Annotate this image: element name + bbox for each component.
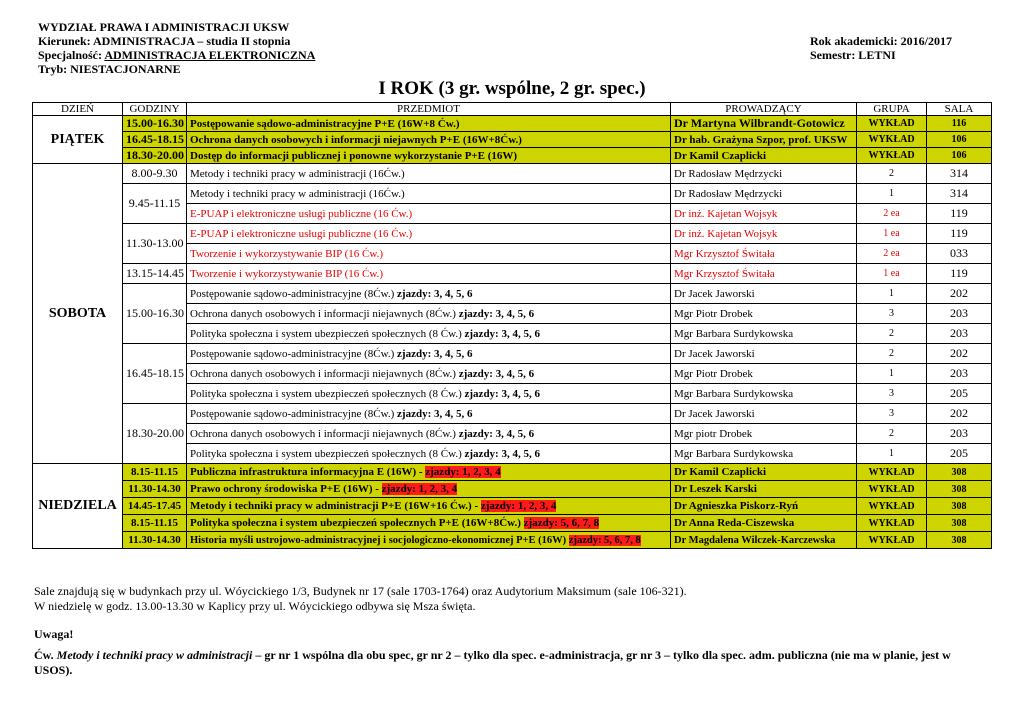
- room-cell: 116: [927, 116, 992, 132]
- room-cell: 308: [927, 532, 992, 549]
- zjazdy-highlight: zjazdy: 1, 2, 3, 4: [381, 483, 458, 495]
- day-saturday: SOBOTA: [33, 164, 123, 464]
- teacher-cell: Dr Jacek Jaworski: [671, 404, 857, 424]
- faculty-name: WYDZIAŁ PRAWA I ADMINISTRACJI UKSW: [38, 20, 290, 34]
- column-header-hours: GODZINY: [123, 103, 187, 116]
- column-header-teacher: PROWADZĄCY: [671, 103, 857, 116]
- exercise-groups-info: – gr nr 1 wspólna dla obu spec, gr nr 2 – tylko dla spec. e-administracja, gr nr 3 – tylko dla spec. adm. publiczna (nie ma w planie, jest w USOS).: [34, 648, 951, 677]
- room-cell: 205: [927, 384, 992, 404]
- group-cell: 2: [857, 424, 927, 444]
- zjazdy-label: zjazdy: 3, 4, 5, 6: [464, 387, 540, 400]
- field-of-study: Kierunek: ADMINISTRACJA – studia II stopnia: [38, 34, 291, 48]
- hours-cell: 15.00-16.30: [123, 116, 187, 132]
- hours-cell: 14.45-17.45: [123, 498, 187, 515]
- hours-cell: 11.30-13.00: [123, 224, 187, 264]
- group-cell: WYKŁAD: [857, 132, 927, 148]
- academic-year: Rok akademicki: 2016/2017: [810, 34, 953, 48]
- subject-cell: E-PUAP i elektroniczne usługi publiczne (16 Ćw.): [187, 204, 671, 224]
- room-cell: 203: [927, 304, 992, 324]
- hours-cell: 13.15-14.45: [123, 264, 187, 284]
- group-cell: 2 ea: [857, 204, 927, 224]
- subject-cell: Polityka społeczna i system ubezpieczeń społecznych (8 Ćw.) zjazdy: 3, 4, 5, 6: [187, 444, 671, 464]
- teacher-cell: Dr inż. Kajetan Wojsyk: [671, 224, 857, 244]
- room-cell: 202: [927, 404, 992, 424]
- teacher-cell: Dr inż. Kajetan Wojsyk: [671, 204, 857, 224]
- group-cell: 2: [857, 324, 927, 344]
- semester: Semestr: LETNI: [810, 48, 896, 62]
- teacher-cell: Dr hab. Grażyna Szpor, prof. UKSW: [671, 132, 857, 148]
- hours-cell: 9.45-11.15: [123, 184, 187, 224]
- group-cell: WYKŁAD: [857, 515, 927, 532]
- zjazdy-label: zjazdy: 3, 4, 5, 6: [397, 347, 473, 360]
- teacher-cell: Mgr Krzysztof Świtała: [671, 264, 857, 284]
- subject-cell: Ochrona danych osobowych i informacji niejawnych P+E (16W+8Ćw.): [187, 132, 671, 148]
- group-cell: WYKŁAD: [857, 532, 927, 549]
- notes: [34, 584, 984, 614]
- room-cell: 119: [927, 264, 992, 284]
- subject-cell: Postępowanie sądowo-administracyjne P+E (16W+8 Ćw.): [187, 116, 671, 132]
- teacher-cell: Mgr Barbara Surdykowska: [671, 324, 857, 344]
- subject-cell: Polityka społeczna i system ubezpieczeń społecznych (8 Ćw.) zjazdy: 3, 4, 5, 6: [187, 324, 671, 344]
- room-cell: 202: [927, 284, 992, 304]
- zjazdy-label: zjazdy: 3, 4, 5, 6: [458, 367, 535, 380]
- subject-cell: Ochrona danych osobowych i informacji niejawnych (8Ćw.) zjazdy: 3, 4, 5, 6: [187, 424, 671, 444]
- teacher-cell: Mgr piotr Drobek: [671, 424, 857, 444]
- schedule-table: [32, 102, 992, 549]
- room-cell: 308: [927, 481, 992, 498]
- document-header: [38, 20, 315, 76]
- table-row: [33, 264, 992, 284]
- page-title: I ROK (3 gr. wspólne, 2 gr. spec.): [378, 78, 646, 99]
- subject-cell: E-PUAP i elektroniczne usługi publiczne (16 Ćw.): [187, 224, 671, 244]
- table-row: [33, 224, 992, 244]
- teacher-cell: Dr Agnieszka Piskorz-Ryń: [671, 498, 857, 515]
- subject-cell: Prawo ochrony środowiska P+E (16W) - zjazdy: 1, 2, 3, 4: [187, 481, 671, 498]
- room-cell: 202: [927, 344, 992, 364]
- group-cell: 1: [857, 184, 927, 204]
- room-cell: 203: [927, 364, 992, 384]
- specialization-value: ADMINISTRACJA ELEKTRONICZNA: [104, 48, 316, 62]
- room-cell: 308: [927, 498, 992, 515]
- teacher-cell: Dr Radosław Mędrzycki: [671, 184, 857, 204]
- warning-heading: Uwaga!: [34, 627, 74, 641]
- subject-cell: Polityka społeczna i system ubezpieczeń społecznych (8 Ćw.) zjazdy: 3, 4, 5, 6: [187, 384, 671, 404]
- group-cell: WYKŁAD: [857, 481, 927, 498]
- exercise-prefix: Ćw.: [34, 648, 57, 662]
- zjazdy-highlight: zjazdy: 5, 6, 7, 8: [523, 517, 600, 529]
- teacher-cell: Dr Kamil Czaplicki: [671, 464, 857, 481]
- zjazdy-label: zjazdy: 3, 4, 5, 6: [464, 327, 540, 340]
- column-header-group: GRUPA: [857, 103, 927, 116]
- room-cell: 308: [927, 515, 992, 532]
- header-right: [810, 34, 952, 62]
- subject-cell: Metody i techniki pracy w administracji (16Ćw.): [187, 164, 671, 184]
- room-cell: 314: [927, 184, 992, 204]
- subject-cell: Publiczna infrastruktura informacyjna E (16W) - zjazdy: 1, 2, 3, 4: [187, 464, 671, 481]
- subject-cell: Polityka społeczna i system ubezpieczeń społecznych P+E (16W+8Ćw.) zjazdy: 5, 6, 7, 8: [187, 515, 671, 532]
- table-row: [33, 532, 992, 549]
- hours-cell: 8.15-11.15: [123, 464, 187, 481]
- group-cell: WYKŁAD: [857, 498, 927, 515]
- zjazdy-highlight: zjazdy: 1, 2, 3, 4: [480, 500, 557, 512]
- zjazdy-label: zjazdy: 3, 4, 5, 6: [464, 447, 540, 460]
- group-cell: 1: [857, 284, 927, 304]
- rooms-note: Sale znajdują się w budynkach przy ul. Wóycickiego 1/3, Budynek nr 17 (sale 1703-1764) oraz Audytorium Maksimum (sale 106-321).: [34, 584, 687, 598]
- hours-cell: 11.30-14.30: [123, 481, 187, 498]
- table-row: [33, 404, 992, 424]
- exercise-note: [34, 648, 984, 678]
- group-cell: WYKŁAD: [857, 148, 927, 164]
- group-cell: 3: [857, 404, 927, 424]
- zjazdy-label: zjazdy: 3, 4, 5, 6: [397, 407, 473, 420]
- table-row: [33, 116, 992, 132]
- subject-cell: Tworzenie i wykorzystywanie BIP (16 Ćw.): [187, 264, 671, 284]
- subject-cell: Postępowanie sądowo-administracyjne (8Ćw.) zjazdy: 3, 4, 5, 6: [187, 404, 671, 424]
- subject-cell: Dostęp do informacji publicznej i ponowne wykorzystanie P+E (16W): [187, 148, 671, 164]
- table-row: [33, 132, 992, 148]
- table-row: [33, 464, 992, 481]
- zjazdy-label: zjazdy: 3, 4, 5, 6: [458, 307, 535, 320]
- group-cell: 3: [857, 384, 927, 404]
- group-cell: 2: [857, 164, 927, 184]
- teacher-cell: Dr Martyna Wilbrandt-Gotowicz: [671, 116, 857, 132]
- group-cell: 1: [857, 364, 927, 384]
- room-cell: 314: [927, 164, 992, 184]
- teacher-cell: Dr Kamil Czaplicki: [671, 148, 857, 164]
- room-cell: 106: [927, 148, 992, 164]
- room-cell: 119: [927, 224, 992, 244]
- teacher-cell: Dr Magdalena Wilczek-Karczewska: [671, 532, 857, 549]
- teacher-cell: Dr Radosław Mędrzycki: [671, 164, 857, 184]
- zjazdy-highlight: zjazdy: 1, 2, 3, 4: [425, 466, 501, 478]
- teacher-cell: Mgr Piotr Drobek: [671, 304, 857, 324]
- table-row: [33, 515, 992, 532]
- hours-cell: 18.30-20.00: [123, 148, 187, 164]
- table-row: [33, 284, 992, 304]
- specialization: [38, 48, 315, 62]
- room-cell: 308: [927, 464, 992, 481]
- zjazdy-highlight: zjazdy: 5, 6, 7, 8: [568, 534, 641, 546]
- mass-note: W niedzielę w godz. 13.00-13.30 w Kaplicy przy ul. Wóycickiego odbywa się Msza święta.: [34, 599, 476, 613]
- hours-cell: 16.45-18.15: [123, 132, 187, 148]
- group-cell: 2 ea: [857, 244, 927, 264]
- zjazdy-label: zjazdy: 3, 4, 5, 6: [458, 427, 535, 440]
- day-friday: PIĄTEK: [33, 116, 123, 164]
- subject-cell: Metody i techniki pracy w administracji (16Ćw.): [187, 184, 671, 204]
- subject-cell: Ochrona danych osobowych i informacji niejawnych (8Ćw.) zjazdy: 3, 4, 5, 6: [187, 364, 671, 384]
- table-row: [33, 164, 992, 184]
- subject-cell: Tworzenie i wykorzystywanie BIP (16 Ćw.): [187, 244, 671, 264]
- table-row: [33, 184, 992, 204]
- room-cell: 106: [927, 132, 992, 148]
- teacher-cell: Dr Anna Reda-Ciszewska: [671, 515, 857, 532]
- table-row: [33, 481, 992, 498]
- teacher-cell: Dr Jacek Jaworski: [671, 284, 857, 304]
- group-cell: 1 ea: [857, 224, 927, 244]
- zjazdy-label: zjazdy: 3, 4, 5, 6: [397, 287, 473, 300]
- table-row: [33, 498, 992, 515]
- room-cell: 033: [927, 244, 992, 264]
- study-mode: Tryb: NIESTACJONARNE: [38, 62, 181, 76]
- group-cell: WYKŁAD: [857, 464, 927, 481]
- teacher-cell: Mgr Krzysztof Świtała: [671, 244, 857, 264]
- column-header-room: SALA: [927, 103, 992, 116]
- group-cell: 3: [857, 304, 927, 324]
- group-cell: 1 ea: [857, 264, 927, 284]
- hours-cell: 8.00-9.30: [123, 164, 187, 184]
- hours-cell: 16.45-18.15: [123, 344, 187, 404]
- table-row: [33, 148, 992, 164]
- teacher-cell: Dr Leszek Karski: [671, 481, 857, 498]
- room-cell: 205: [927, 444, 992, 464]
- table-header-row: [33, 103, 992, 116]
- teacher-cell: Mgr Barbara Surdykowska: [671, 444, 857, 464]
- room-cell: 203: [927, 324, 992, 344]
- subject-cell: Postępowanie sądowo-administracyjne (8Ćw.) zjazdy: 3, 4, 5, 6: [187, 344, 671, 364]
- hours-cell: 11.30-14.30: [123, 532, 187, 549]
- subject-cell: Historia myśli ustrojowo-administracyjnej i socjologiczno-ekonomicznej P+E (16W) zjazdy: 5, 6, 7, 8: [187, 532, 671, 549]
- hours-cell: 18.30-20.00: [123, 404, 187, 464]
- group-cell: WYKŁAD: [857, 116, 927, 132]
- specialization-label: Specjalność:: [38, 48, 105, 62]
- column-header-subject: PRZEDMIOT: [187, 103, 671, 116]
- subject-cell: Ochrona danych osobowych i informacji niejawnych (8Ćw.) zjazdy: 3, 4, 5, 6: [187, 304, 671, 324]
- teacher-cell: Dr Jacek Jaworski: [671, 344, 857, 364]
- day-sunday: NIEDZIELA: [33, 464, 123, 549]
- column-header-day: DZIEŃ: [33, 103, 123, 116]
- room-cell: 203: [927, 424, 992, 444]
- group-cell: 2: [857, 344, 927, 364]
- group-cell: 1: [857, 444, 927, 464]
- teacher-cell: Mgr Barbara Surdykowska: [671, 384, 857, 404]
- hours-cell: 8.15-11.15: [123, 515, 187, 532]
- exercise-subject: Metody i techniki pracy w administracji: [56, 648, 253, 662]
- subject-cell: Postępowanie sądowo-administracyjne (8Ćw.) zjazdy: 3, 4, 5, 6: [187, 284, 671, 304]
- teacher-cell: Mgr Piotr Drobek: [671, 364, 857, 384]
- hours-cell: 15.00-16.30: [123, 284, 187, 344]
- subject-cell: Metody i techniki pracy w administracji P+E (16W+16 Ćw.) - zjazdy: 1, 2, 3, 4: [187, 498, 671, 515]
- room-cell: 119: [927, 204, 992, 224]
- table-row: [33, 344, 992, 364]
